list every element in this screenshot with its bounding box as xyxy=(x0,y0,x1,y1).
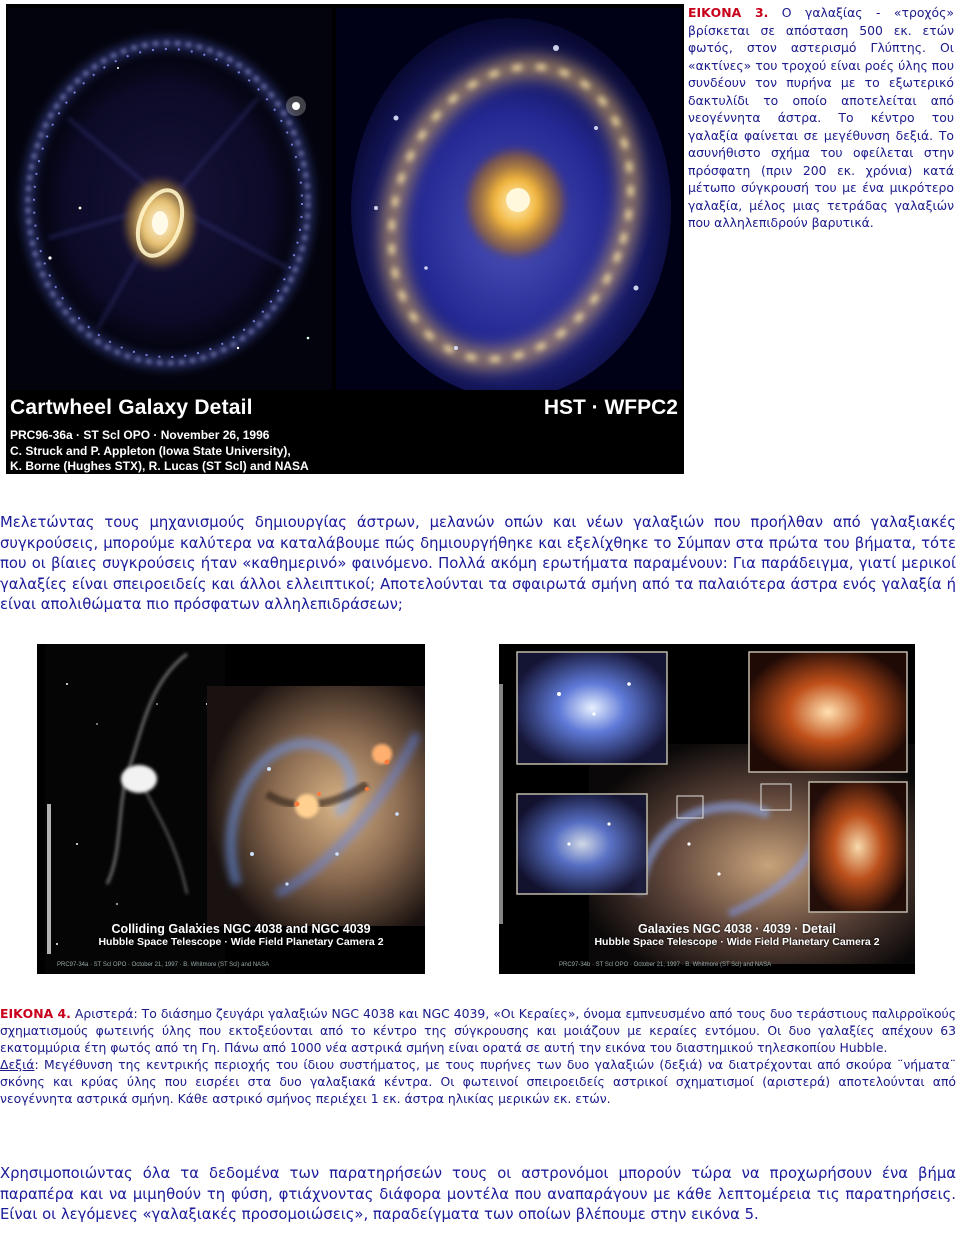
figure-4-caption-left: Αριστερά: Το διάσημο ζευγάρι γαλαξιών NGC 4038 και NGC 4039, «Οι Κεραίες», όνομα εμπνευσμένο από τους δυο τεράστιους παλιρροϊκούς σχηματισμούς φωτεινής ύλης που εκτοξεύονται από το κέντρο της σύγκρουσης και μοιάζουν με κεραίες εντόμου. Οι δυο γαλαξίες απέχουν 63 εκατομμύρια έτη φωτός από τη Γη. Πάνω από 1000 νέα αστρικά σμήνη είναι ορατά σε αυτή την εικόνα του διαστημικού τηλεσκοπίου Hubble. xyxy=(0,1006,957,1055)
body-paragraph-2: Χρησιμοποιώντας όλα τα δεδομένα των παρατηρήσεών τους οι αστρονόμοι μπορούν τώρα να προχωρήσουν ένα βήμα παραπέρα και να μιμηθούν τη φύση, φτιάχνοντας διάφορα μοντέλα που αναπαράγουν με κάθε λεπτομέρεια τις παρατηρήσεις. Είναι οι λεγόμενες «γαλαξιακές προσομοιώσεις», παραδείγματα των οποίων βλέπουμε στην εικόνα 5. xyxy=(0,1165,956,1223)
right-image-fine-print: PRC97-34b · ST Scl OPO · October 21, 1997 · B. Whitmore (ST Scl) and NASA xyxy=(559,962,772,968)
left-image-fine-print: PRC97-34a · ST Scl OPO · October 21, 1997 · B. Whitmore (ST Scl) and NASA xyxy=(57,962,270,968)
cartwheel-core-graphic xyxy=(336,8,682,390)
figure-4-label: ΕΙΚΟΝΑ 4. xyxy=(0,1006,71,1021)
figure-3-credits xyxy=(6,392,684,474)
figure-4-left-image xyxy=(37,644,425,974)
image-title: Cartwheel Galaxy Detail xyxy=(10,396,253,419)
figure-4-caption-right: : Μεγέθυνση της κεντρικής περιοχής του ίδιου συστήματος, με τους πυρήνες των δυο γαλαξιών (δεξιά) να διατρέχονται από σκούρα ¨νήματα¨ σκόνης και κρύας ύλης που εισρέει στα δυο γαλαξιακά κέντρα. Οι φωτεινοί σπειροειδείς αστρικοί σχηματισμοί (αριστερά) αποτελούνται από νεογέννητα αστρικά σμήνη. Κάθε αστρικό σμήνος περιέχει 1 εκ. άστρα ηλικίας μερικών εκ. ετών. xyxy=(0,1057,956,1106)
left-image-title: Colliding Galaxies NGC 4038 and NGC 4039 xyxy=(111,922,371,936)
figure-3-image xyxy=(6,4,684,474)
figure-3-caption-text: Ο γαλαξίας - «τροχός» βρίσκεται σε απόσταση 500 εκ. ετών φωτός, στον αστερισμό Γλύπτης. Οι «ακτίνες» του τροχού είναι ροές ύλης που συνδέουν τον πυρήνα με το εξωτερικό δακτυλίδι το οποίο αποτελείται από νεογέννητα άστρα. Το κέντρο του γαλαξία φαίνεται σε μεγέθυνση δεξιά. Το ασυνήθιστο σχήμα του οφείλεται στην πρόσφατη (πριν 200 εκ. χρόνια) κατά μέτωπο σύγκρουσή του με ένα μικρότερο γαλαξία, μέλος μιας τετράδας γαλαξιών που αλληλεπιδρούν βαρυτικά. xyxy=(688,5,954,230)
cartwheel-ring-graphic xyxy=(8,8,332,390)
right-image-labels xyxy=(559,922,915,948)
figure-4-right-label: Δεξιά xyxy=(0,1057,35,1072)
cartwheel-core-detail xyxy=(336,8,682,390)
right-image-subtitle: Hubble Space Telescope · Wide Field Planetary Camera 2 xyxy=(594,936,880,948)
credit-line-2: C. Struck and P. Appleton (Iowa State University), xyxy=(10,444,291,458)
instrument-label: HST · WFPC2 xyxy=(543,396,678,419)
right-image-title: Galaxies NGC 4038 · 4039 · Detail xyxy=(637,922,837,936)
figure-3-label: ΕΙΚΟΝΑ 3. xyxy=(688,5,769,20)
credit-line-3: K. Borne (Hughes STX), R. Lucas (ST Scl) and NASA xyxy=(10,459,309,473)
left-image-labels xyxy=(57,922,425,948)
figure-4-caption xyxy=(0,1005,956,1107)
body-paragraph-1: Μελετώντας τους μηχανισμούς δημιουργίας άστρων, μελανών οπών και νέων γαλαξιών που προήλθαν από γαλαξιακές συγκρούσεις, μπορούμε καλύτερα να καταλάβουμε πώς δημιουργήθηκε και εξελίχθηκε το Σύμπαν στα πρώτα του βήματα, τότε που οι βίαιες συγκρούσεις ήταν «καθημερινό» φαινόμενο. Πολλά ακόμη ερωτήματα παραμένουν: Για παράδειγμα, γιατί μερικοί γαλαξίες είναι σπειροειδείς και άλλοι ελλειπτικοί; Αποτελούνται τα σφαιρωτά σμήνη από τα παλαιότερα άστρα ενός γαλαξία ή είναι απολιθώματα πιο πρόσφατων αλληλεπιδράσεων; xyxy=(0,514,956,613)
figure-3-caption xyxy=(688,4,954,232)
cartwheel-full-view xyxy=(8,8,332,390)
left-image-subtitle: Hubble Space Telescope · Wide Field Planetary Camera 2 xyxy=(98,936,384,948)
figure-4-right-image xyxy=(499,644,915,974)
credit-line-1: PRC96-36a · ST Scl OPO · November 26, 1996 xyxy=(10,428,270,442)
